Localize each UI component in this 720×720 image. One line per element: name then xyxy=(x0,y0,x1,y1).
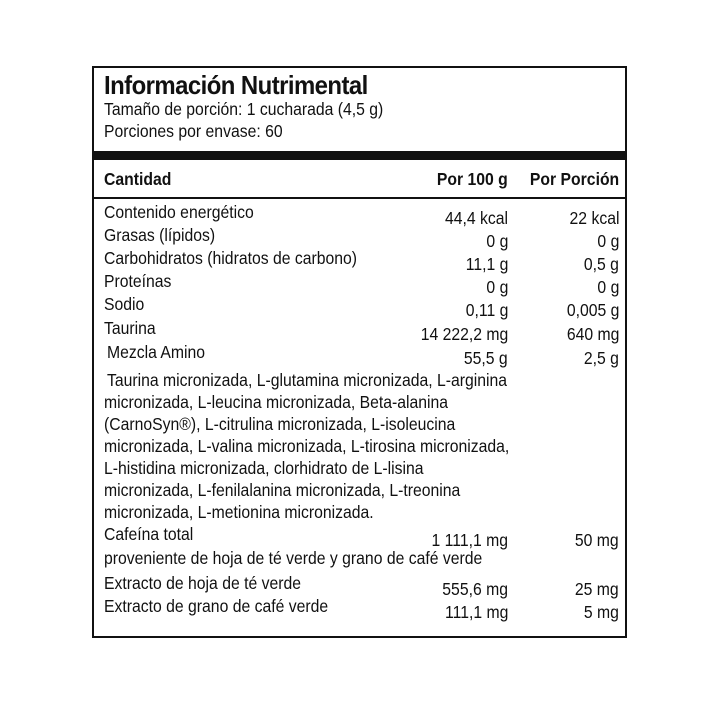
amino-blend-line: (CarnoSyn®), L-citrulina micronizada, L-isoleucina xyxy=(104,414,456,434)
nutrient-per-serving: 0 g xyxy=(597,231,619,251)
nutrient-per-100g: 14 222,2 mg xyxy=(420,324,508,344)
caffeine-source: proveniente de hoja de té verde y grano de café verde xyxy=(104,548,483,568)
extract-per-serving: 5 mg xyxy=(583,602,619,622)
nutrient-per-100g: 11,1 g xyxy=(465,254,508,274)
thick-divider xyxy=(94,151,625,160)
nutrient-name: Sodio xyxy=(104,294,145,314)
nutrient-name: Mezcla Amino xyxy=(107,342,206,362)
nutrient-per-serving: 0 g xyxy=(597,277,619,297)
nutrient-per-serving: 0,5 g xyxy=(583,254,619,274)
amino-blend-line: micronizada, L-metionina micronizada. xyxy=(104,502,374,522)
nutrient-per-serving: 2,5 g xyxy=(583,348,619,368)
header-divider xyxy=(94,197,625,199)
header-per-100g: Por 100 g xyxy=(437,169,508,189)
header-per-serving: Por Porción xyxy=(529,169,619,189)
servings-per-container: Porciones por envase: 60 xyxy=(104,121,283,141)
nutrition-facts-panel xyxy=(92,66,627,638)
extract-per-serving: 25 mg xyxy=(575,579,619,599)
nutrient-name: Grasas (lípidos) xyxy=(104,225,216,245)
caffeine-per-serving: 50 mg xyxy=(575,530,619,550)
nutrient-per-serving: 0,005 g xyxy=(566,300,619,320)
header-amount: Cantidad xyxy=(104,169,172,189)
nutrient-name: Contenido energético xyxy=(104,202,254,222)
amino-blend-line: micronizada, L-leucina micronizada, Beta-alanina xyxy=(104,392,449,412)
extract-per-100g: 111,1 mg xyxy=(444,602,508,622)
nutrient-per-serving: 640 mg xyxy=(566,324,619,344)
caffeine-name: Cafeína total xyxy=(104,524,194,544)
nutrient-name: Carbohidratos (hidratos de carbono) xyxy=(104,248,358,268)
nutrient-per-100g: 0 g xyxy=(486,277,508,297)
serving-size: Tamaño de porción: 1 cucharada (4,5 g) xyxy=(104,99,384,119)
amino-blend-line: Taurina micronizada, L-glutamina micronizada, L-arginina xyxy=(107,370,508,390)
amino-blend-line: L-histidina micronizada, clorhidrato de L-lisina xyxy=(104,458,424,478)
nutrient-per-100g: 0,11 g xyxy=(465,300,508,320)
nutrient-per-100g: 55,5 g xyxy=(464,348,508,368)
nutrient-name: Taurina xyxy=(104,318,156,338)
nutrient-per-100g: 0 g xyxy=(486,231,508,251)
extract-name: Extracto de grano de café verde xyxy=(104,596,329,616)
extract-name: Extracto de hoja de té verde xyxy=(104,573,302,593)
nutrient-per-100g: 44,4 kcal xyxy=(444,208,508,228)
caffeine-per-100g: 1 111,1 mg xyxy=(431,530,508,550)
extract-per-100g: 555,6 mg xyxy=(442,579,508,599)
amino-blend-line: micronizada, L-valina micronizada, L-tirosina micronizada, xyxy=(104,436,510,456)
amino-blend-line: micronizada, L-fenilalanina micronizada, L-treonina xyxy=(104,480,461,500)
nutrient-per-serving: 22 kcal xyxy=(569,208,619,228)
label-title: Información Nutrimental xyxy=(104,70,368,100)
nutrient-name: Proteínas xyxy=(104,271,172,291)
